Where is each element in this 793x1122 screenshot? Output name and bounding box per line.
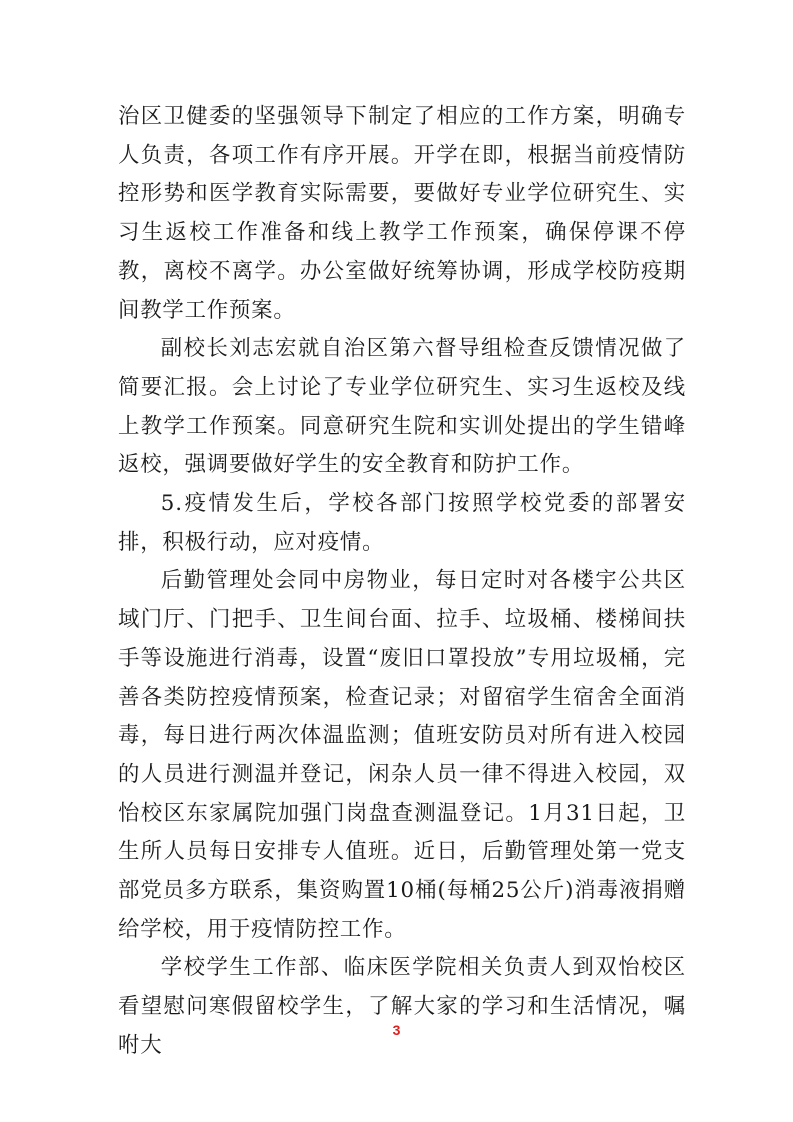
paragraph-vice-president-report: 副校长刘志宏就自治区第六督导组检查反馈情况做了简要汇报。会上讨论了专业学位研究生、实习生返校及线上教学工作预案。同意研究生院和实训处提出的学生错峰返校，强调要做好学生的安全教育和防护工作。	[118, 336, 686, 478]
paragraph-student-affairs: 学校学生工作部、临床医学院相关负责人到双怡校区看望慰问寒假留校学生，了解大家的学习和生活情况，嘱咐大	[118, 955, 686, 1058]
paragraph-logistics: 后勤管理处会同中房物业，每日定时对各楼宇公共区域门厅、门把手、卫生间台面、拉手、垃圾桶、楼梯间扶手等设施进行消毒，设置“废旧口罩投放”专用垃圾桶，完善各类防控疫情预案，检查记录；对留宿学生宿舍全面消毒，每日进行两次体温监测；值班安防员对所有进入校园的人员进行测温并登记，闲杂人员一律不得进入校园，双怡校区东家属院加强门岗盘查测温登记。1月31日起，卫生所人员每日安排专人值班。近日，后勤管理处第一党支部党员多方联系，集资购置10桶(每桶25公斤)消毒液捐赠给学校，用于疫情防控工作。	[118, 568, 686, 942]
paragraph-item-5: 5.疫情发生后，学校各部门按照学校党委的部署安排，积极行动，应对疫情。	[118, 491, 686, 555]
page-number: 3	[392, 1022, 401, 1038]
document-body	[118, 98, 686, 1066]
paragraph-continuation: 治区卫健委的坚强领导下制定了相应的工作方案，明确专人负责，各项工作有序开展。开学在即，根据当前疫情防控形势和医学教育实际需要，要做好专业学位研究生、实习生返校工作准备和线上教学工作预案，确保停课不停教，离校不离学。办公室做好统筹协调，形成学校防疫期间教学工作预案。	[118, 104, 686, 323]
